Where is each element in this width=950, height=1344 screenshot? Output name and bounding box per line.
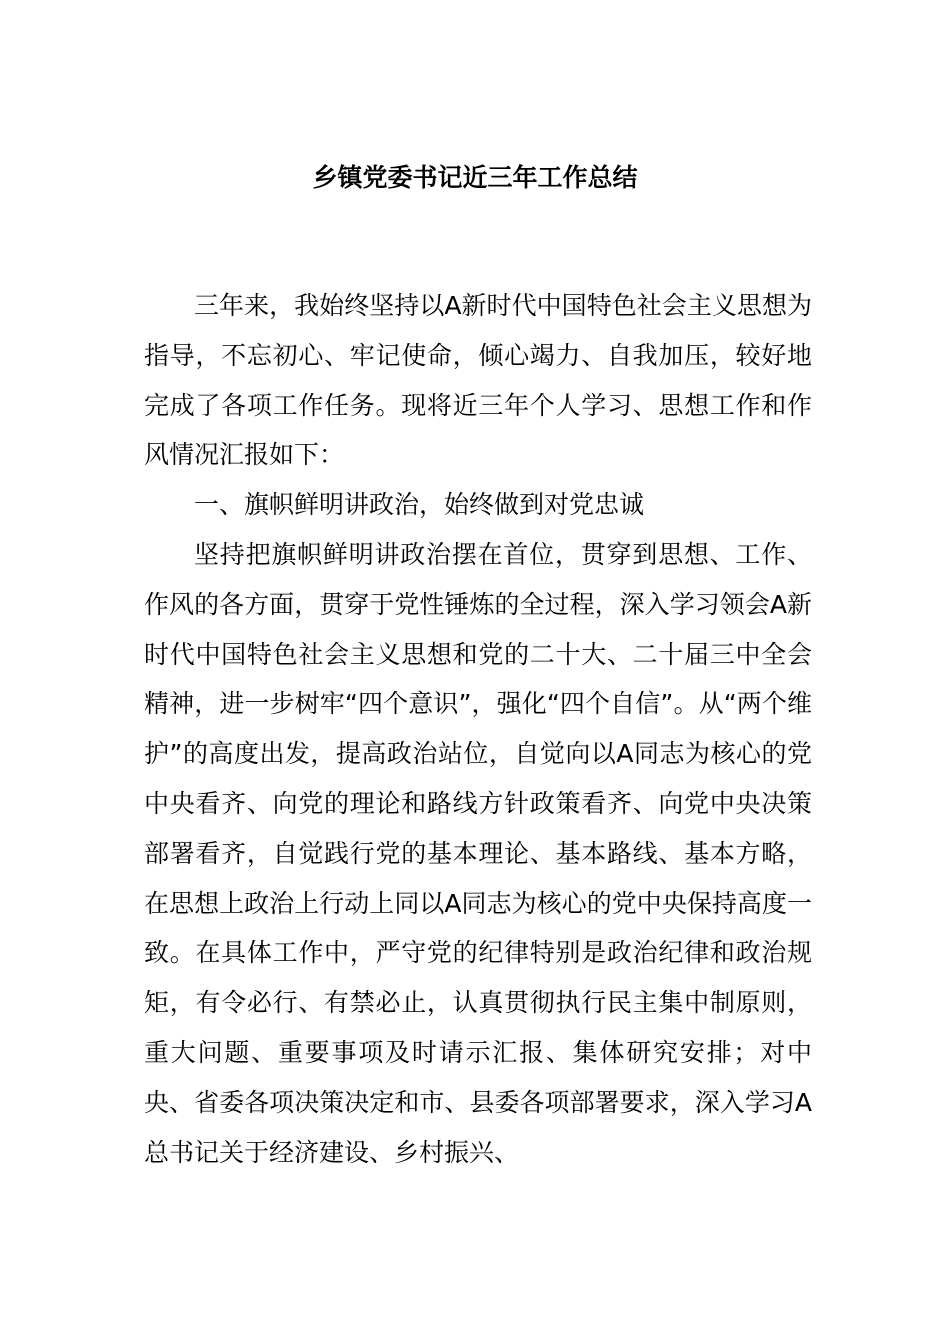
section-heading-1: 一、旗帜鲜明讲政治，始终做到对党忠诚 [194,490,645,520]
document-title: 乡镇党委书记近三年工作总结 [312,163,638,192]
paragraph-section-1: 坚持把旗帜鲜明讲政治摆在首位，贯穿到思想、工作、作风的各方面，贯穿于党性锤炼的全过程，深入学习领会A新时代中国特色社会主义思想和党的二十大、二十届三中全会精神，进一步树牢“四个意识”，强化“四个自信”。从“两个维护”的高度出发，提高政治站位，自觉向以A同志为核心的党中央看齐、向党的理论和路线方针政策看齐、向党中央决策部署看齐，自觉践行党的基本理论、基本路线、基本方略，在思想上政治上行动上同以A同志为核心的党中央保持高度一致。在具体工作中，严守党的纪律特别是政治纪律和政治规矩，有令必行、有禁必止，认真贯彻执行民主集中制原则，重大问题、重要事项及时请示汇报、集体研究安排；对中央、省委各项决策决定和市、县委各项部署要求，深入学习A总书记关于经济建设、乡村振兴、 [144,539,812,1167]
document-body [144,281,812,1177]
paragraph-intro: 三年来，我始终坚持以A新时代中国特色社会主义思想为指导，不忘初心、牢记使命，倾心竭力、自我加压，较好地完成了各项工作任务。现将近三年个人学习、思想工作和作风情况汇报如下： [144,291,812,470]
